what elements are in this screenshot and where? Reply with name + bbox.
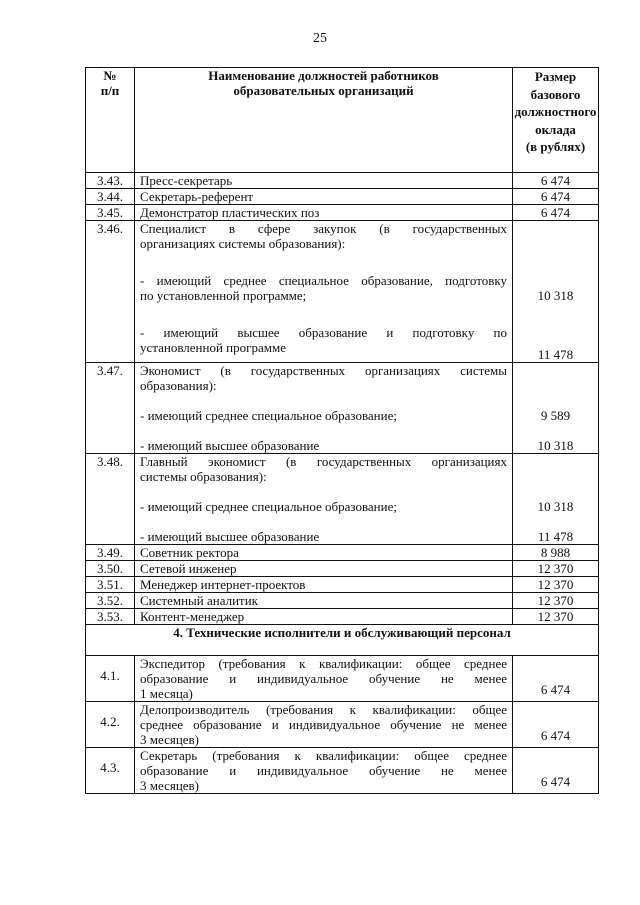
position-name: Делопроизводитель (требования к квалификации: общее среднее образование и индивидуальное обучение не менее 3 месяцев) — [135, 702, 513, 748]
position-name: Секретарь-референт — [135, 189, 513, 205]
position-name: Специалист в сфере закупок (в государственных организациях системы образования): - имеющий среднее специальное образование, подготовку по установленной программе; - имеющий высшее образование и подготовку по установленной программе — [135, 221, 513, 363]
salary-table — [85, 67, 599, 794]
salary-value: 8 988 — [513, 545, 599, 561]
salary-value: 6 474 — [513, 173, 599, 189]
salary-value: 12 370 — [513, 609, 599, 625]
header-salary: Размер базового должностного оклада (в рублях) — [513, 68, 599, 173]
table-row — [86, 609, 599, 625]
row-number: 3.48. — [86, 454, 135, 545]
row-number: 3.51. — [86, 577, 135, 593]
row-number: 4.3. — [86, 748, 135, 794]
table-row — [86, 545, 599, 561]
row-number: 3.47. — [86, 363, 135, 454]
table-row — [86, 173, 599, 189]
row-number: 3.49. — [86, 545, 135, 561]
table-row — [86, 656, 599, 702]
table-row — [86, 454, 599, 545]
table-row — [86, 221, 599, 363]
position-name: Советник ректора — [135, 545, 513, 561]
row-number: 3.44. — [86, 189, 135, 205]
table-header-row — [86, 68, 599, 173]
table-row — [86, 577, 599, 593]
salary-value: 12 370 — [513, 577, 599, 593]
row-number: 4.1. — [86, 656, 135, 702]
row-number: 3.50. — [86, 561, 135, 577]
table-row — [86, 189, 599, 205]
position-name: Менеджер интернет-проектов — [135, 577, 513, 593]
salary-value: 12 370 — [513, 593, 599, 609]
salary-value: 6 474 — [513, 656, 599, 702]
salary-value: 10 318 11 478 — [513, 221, 599, 363]
salary-value: 6 474 — [513, 189, 599, 205]
position-name: Сетевой инженер — [135, 561, 513, 577]
row-number: 3.46. — [86, 221, 135, 363]
position-name: Контент-менеджер — [135, 609, 513, 625]
header-position-name: Наименование должностей работников образовательных организаций — [135, 68, 513, 173]
salary-value: 6 474 — [513, 205, 599, 221]
table-row — [86, 702, 599, 748]
position-name: Главный экономист (в государственных организациях системы образования): - имеющий среднее специальное образование; - имеющий высшее образование — [135, 454, 513, 545]
salary-value: 12 370 — [513, 561, 599, 577]
section-title: 4. Технические исполнители и обслуживающий персонал — [86, 625, 599, 656]
position-name: Экономист (в государственных организациях системы образования): - имеющий среднее специальное образование; - имеющий высшее образование — [135, 363, 513, 454]
salary-value: 6 474 — [513, 702, 599, 748]
position-name: Пресс-секретарь — [135, 173, 513, 189]
position-name: Секретарь (требования к квалификации: общее среднее образование и индивидуальное обучение не менее 3 месяцев) — [135, 748, 513, 794]
table-row — [86, 748, 599, 794]
position-name: Экспедитор (требования к квалификации: общее среднее образование и индивидуальное обучение не менее 1 месяца) — [135, 656, 513, 702]
row-number: 3.43. — [86, 173, 135, 189]
row-number: 3.52. — [86, 593, 135, 609]
position-name: Системный аналитик — [135, 593, 513, 609]
table-row — [86, 593, 599, 609]
salary-value: 9 589 10 318 — [513, 363, 599, 454]
page-number: 25 — [313, 31, 327, 46]
row-number: 4.2. — [86, 702, 135, 748]
salary-value: 10 318 11 478 — [513, 454, 599, 545]
row-number: 3.45. — [86, 205, 135, 221]
section-header-row — [86, 625, 599, 656]
table-row — [86, 205, 599, 221]
position-name: Демонстратор пластических поз — [135, 205, 513, 221]
table-row — [86, 363, 599, 454]
table-row — [86, 561, 599, 577]
salary-value: 6 474 — [513, 748, 599, 794]
header-number: № п/п — [86, 68, 135, 173]
row-number: 3.53. — [86, 609, 135, 625]
